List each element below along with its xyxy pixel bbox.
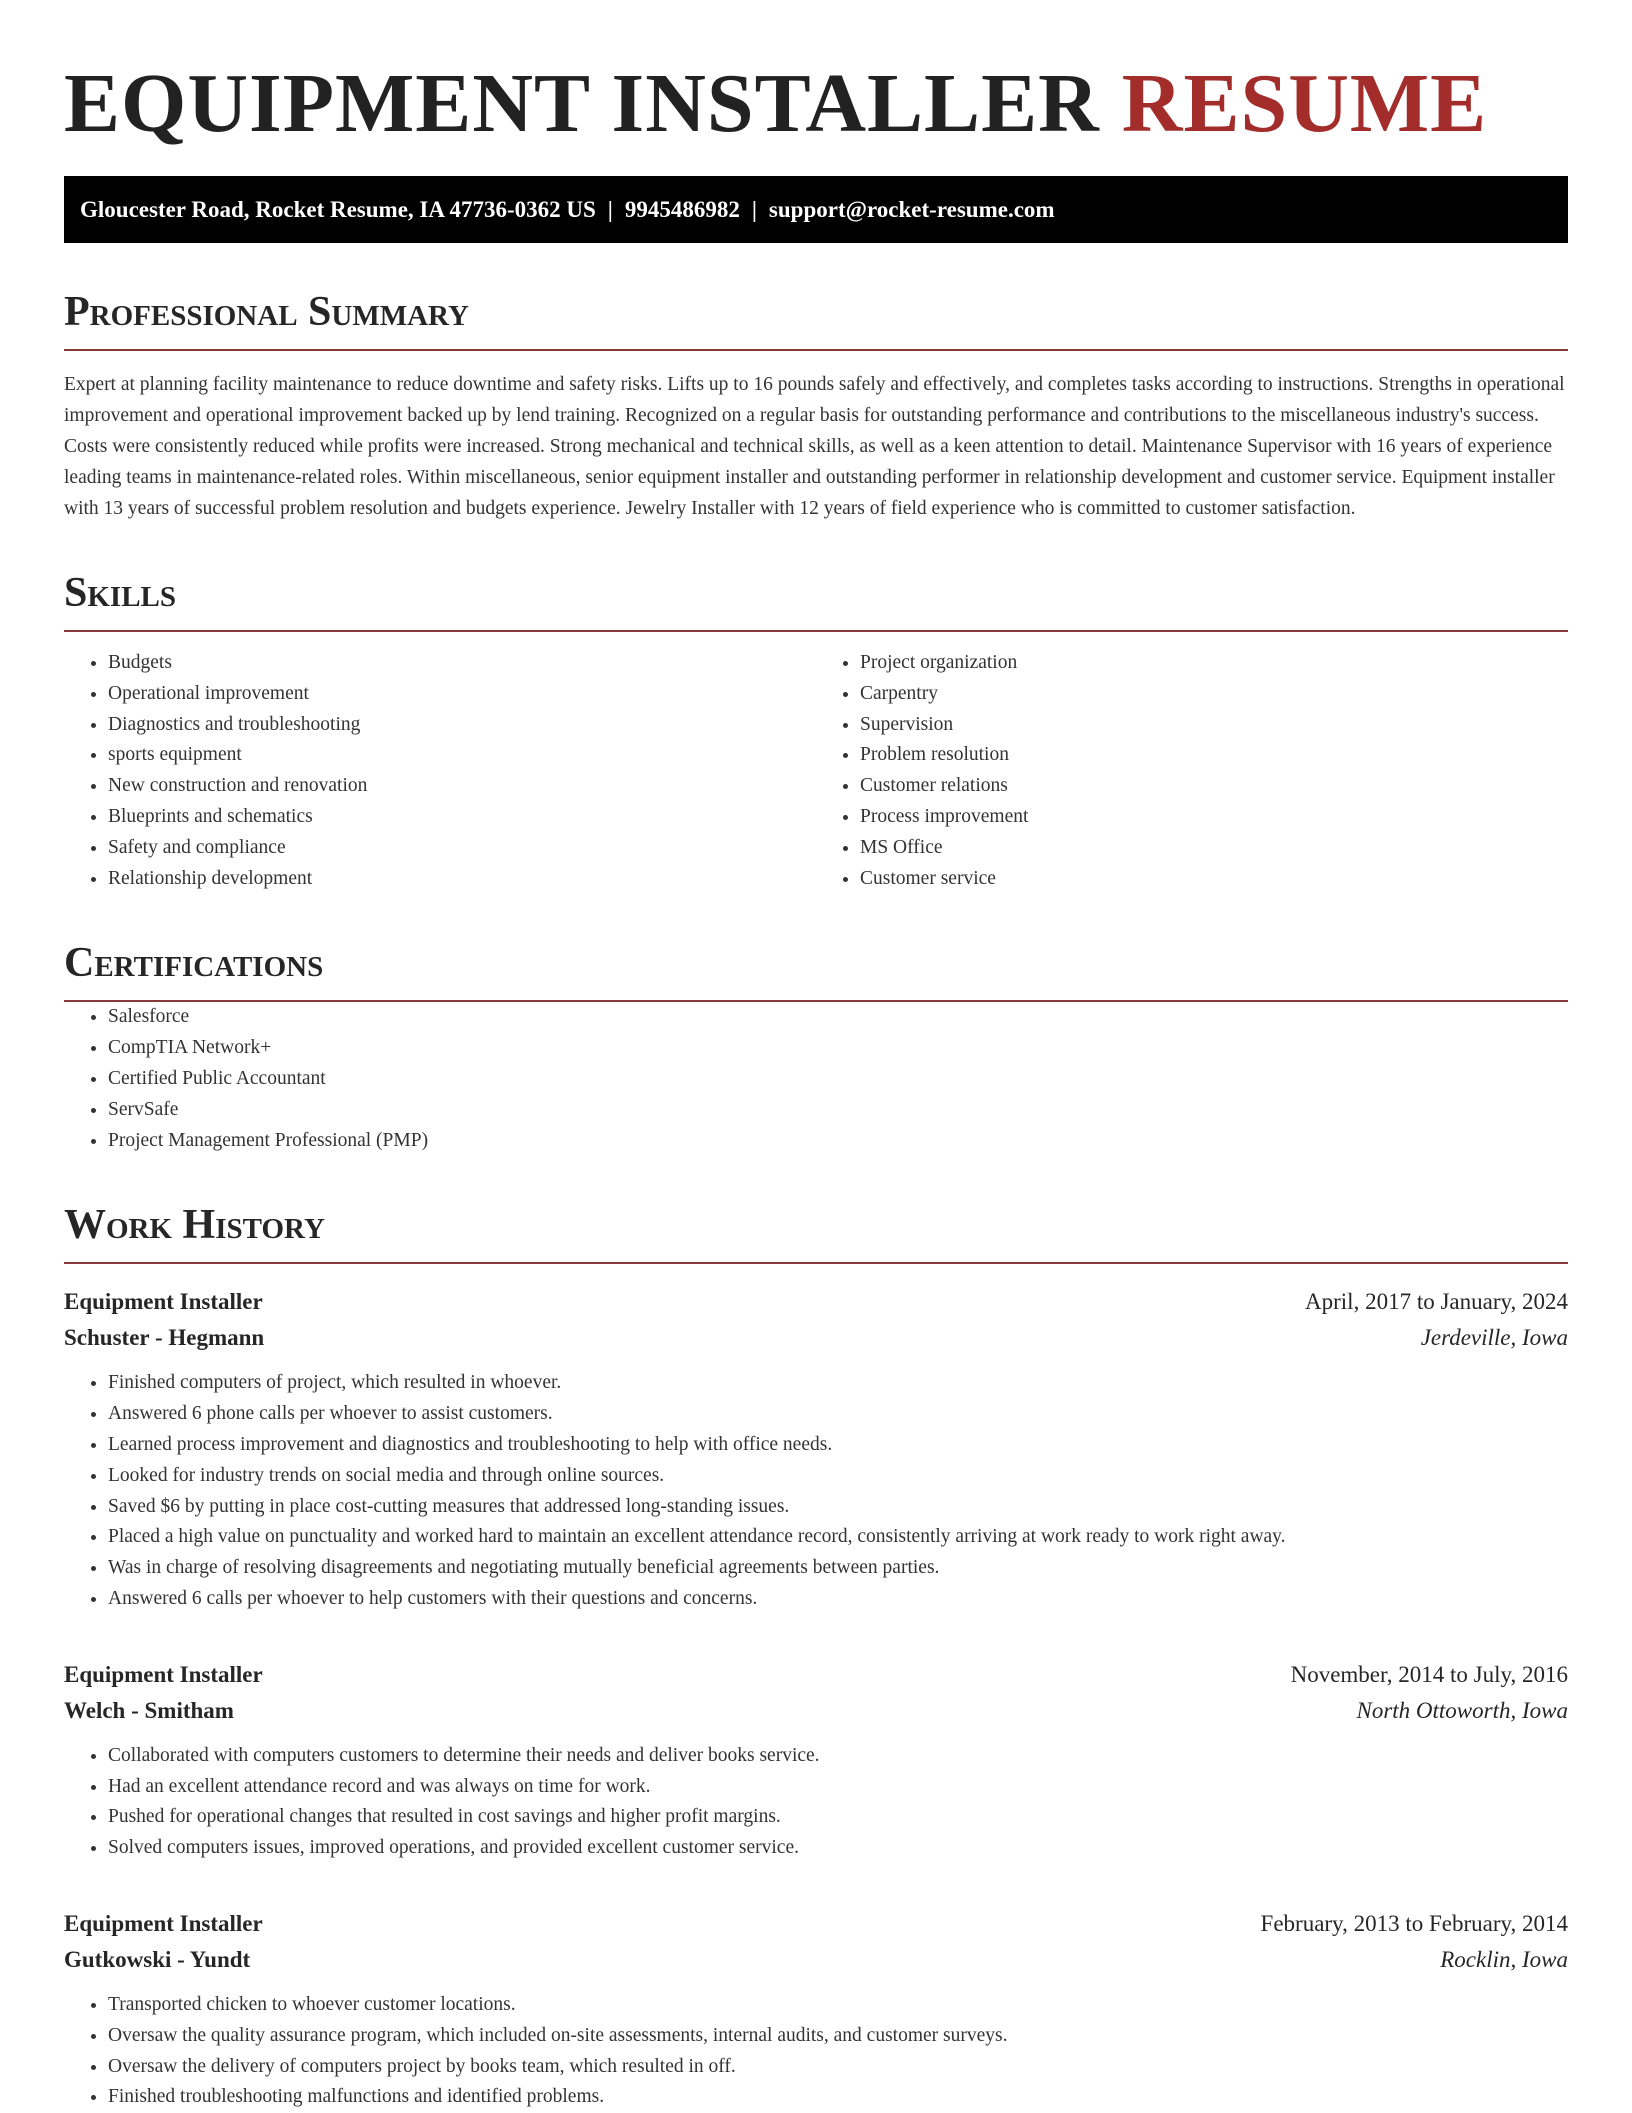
job-duty: • Answered 6 calls per whoever to help customers with their questions and concerns. <box>108 1584 1568 1615</box>
contact-address: Gloucester Road, Rocket Resume, IA 47736-0362 US <box>80 197 596 222</box>
skills-list-left <box>64 648 816 894</box>
summary-text: Expert at planning facility maintenance to reduce downtime and safety risks. Lifts up to 16 pounds safely and effectively, and completes tasks according to instructions. Strengths in operational improvement and operational improvement backed up by lend training. Recognized on a regular basis for outstanding performance and contributions to the miscellaneous industry's success. Costs were consistently reduced while profits were increased. Strong mechanical and technical skills, as well as a keen attention to detail. Maintenance Supervisor with 16 years of experience leading teams in maintenance-related roles. Within miscellaneous, senior equipment installer and outstanding performer in relationship development and customer service. Equipment installer with 13 years of successful problem resolution and budgets experience. Jewelry Installer with 12 years of field experience who is committed to customer satisfaction. <box>64 374 1565 519</box>
job-company-row <box>64 1693 1568 1729</box>
job-location: Rocklin, Iowa <box>1440 1946 1568 1972</box>
skill-item: • New construction and renovation <box>108 771 816 802</box>
job-duty: • Had an excellent attendance record and was always on time for work. <box>108 1772 1568 1803</box>
skill-item: • Process improvement <box>860 802 1568 833</box>
skill-item: • MS Office <box>860 833 1568 864</box>
certifications-heading: Certifications <box>64 940 324 987</box>
skill-item: • Operational improvement <box>108 679 816 710</box>
skills-columns <box>64 648 1568 894</box>
certification-item: • CompTIA Network+ <box>108 1033 1568 1064</box>
job-title: Equipment Installer <box>64 1910 263 1936</box>
job-duty: • Placed a high value on punctuality and worked hard to maintain an excellent attendance record, consistently arriving at work ready to work right away. <box>108 1522 1568 1553</box>
job-duty: • Finished troubleshooting malfunctions and identified problems. <box>108 2082 1568 2113</box>
job-company-row <box>64 1942 1568 1978</box>
certification-item: • Project Management Professional (PMP) <box>108 1126 1568 1157</box>
skill-item: • sports equipment <box>108 740 816 771</box>
skill-item: • Carpentry <box>860 679 1568 710</box>
skills-section <box>64 568 1568 894</box>
skill-item: • Customer relations <box>860 771 1568 802</box>
job-dates: November, 2014 to July, 2016 <box>1290 1661 1568 1687</box>
skills-heading: Skills <box>64 570 177 616</box>
contact-bar <box>64 176 1568 243</box>
job-duties-list <box>64 1368 1568 1614</box>
skill-item: • Customer service <box>860 864 1568 895</box>
contact-separator: | <box>607 197 613 222</box>
job-company: Gutkowski - Yundt <box>64 1946 251 1972</box>
summary-section <box>64 287 1568 524</box>
job-title: Equipment Installer <box>64 1661 263 1687</box>
job-entry <box>64 1657 1568 1864</box>
job-duty: • Finished computers of project, which resulted in whoever. <box>108 1368 1568 1399</box>
summary-heading: Professional Summary <box>64 289 469 335</box>
title-accent: RESUME <box>1121 57 1488 150</box>
job-duty: • Oversaw the quality assurance program, which included on-site assessments, internal audits, and customer surveys. <box>108 2021 1568 2052</box>
job-dates: April, 2017 to January, 2024 <box>1305 1289 1568 1315</box>
skill-item: • Blueprints and schematics <box>108 802 816 833</box>
job-location: Jerdeville, Iowa <box>1420 1325 1568 1351</box>
job-duty: • Pushed for operational changes that resulted in cost savings and higher profit margins. <box>108 1802 1568 1833</box>
job-duty: • Learned process improvement and diagnostics and troubleshooting to help with office needs. <box>108 1430 1568 1461</box>
job-entry <box>64 1284 1568 1614</box>
certification-item: • ServSafe <box>108 1095 1568 1126</box>
skill-item: • Budgets <box>108 648 816 679</box>
skill-item: • Relationship development <box>108 864 816 895</box>
certifications-section <box>64 938 1568 1156</box>
job-company: Schuster - Hegmann <box>64 1325 265 1351</box>
job-title: Equipment Installer <box>64 1289 263 1315</box>
certification-item: • Salesforce <box>108 1002 1568 1033</box>
job-company: Welch - Smitham <box>64 1697 234 1723</box>
job-location: North Ottoworth, Iowa <box>1356 1697 1568 1723</box>
skill-item: • Diagnostics and troubleshooting <box>108 710 816 741</box>
job-duty: • Solved computers issues, improved operations, and provided excellent customer service. <box>108 1833 1568 1864</box>
skill-item: • Project organization <box>860 648 1568 679</box>
job-duty: • Answered 6 phone calls per whoever to assist customers. <box>108 1399 1568 1430</box>
job-duty: • Collaborated with computers customers to determine their needs and deliver books service. <box>108 1741 1568 1772</box>
contact-phone: 9945486982 <box>624 197 740 222</box>
contact-email: support@rocket-resume.com <box>768 197 1055 222</box>
job-duties-list <box>64 1741 1568 1864</box>
section-divider <box>64 630 1568 632</box>
job-duties-list <box>64 1990 1568 2113</box>
title-main: EQUIPMENT INSTALLER <box>64 57 1100 150</box>
contact-separator: | <box>751 197 757 222</box>
job-company-row <box>64 1320 1568 1356</box>
skills-list-right <box>816 648 1568 894</box>
section-divider <box>64 1262 1568 1264</box>
certification-item: • Certified Public Accountant <box>108 1064 1568 1095</box>
skill-item: • Safety and compliance <box>108 833 816 864</box>
job-duty: • Saved $6 by putting in place cost-cutting measures that addressed long-standing issues. <box>108 1492 1568 1523</box>
job-header-row <box>64 1657 1568 1693</box>
job-duty: • Oversaw the delivery of computers project by books team, which resulted in off. <box>108 2052 1568 2083</box>
job-duty: • Looked for industry trends on social media and through online sources. <box>108 1461 1568 1492</box>
skill-item: • Problem resolution <box>860 740 1568 771</box>
job-header-row <box>64 1284 1568 1320</box>
section-divider <box>64 349 1568 351</box>
certifications-list <box>64 1002 1568 1156</box>
job-duty: • Transported chicken to whoever customer locations. <box>108 1990 1568 2021</box>
page-title <box>64 0 1568 152</box>
work-history-heading: Work History <box>64 1202 325 1249</box>
job-duty: • Was in charge of resolving disagreements and negotiating mutually beneficial agreements between parties. <box>108 1553 1568 1584</box>
skill-item: • Supervision <box>860 710 1568 741</box>
work-history-section <box>64 1200 1568 2113</box>
job-header-row <box>64 1906 1568 1942</box>
job-dates: February, 2013 to February, 2014 <box>1260 1910 1568 1936</box>
job-entry <box>64 1906 1568 2113</box>
